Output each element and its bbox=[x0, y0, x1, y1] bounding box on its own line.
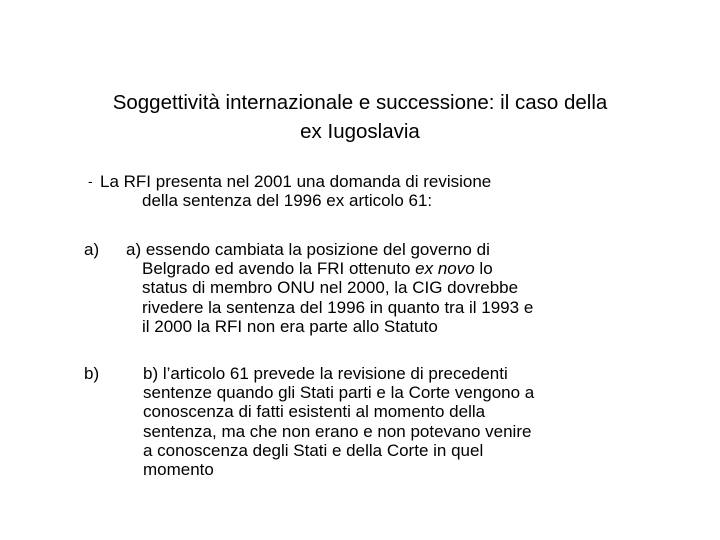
list-item-b bbox=[143, 364, 534, 479]
list-item-a bbox=[126, 240, 533, 336]
title-line-2: ex Iugoslavia bbox=[300, 120, 420, 143]
italic-term: ex novo bbox=[415, 259, 475, 279]
intro-line-2: della sentenza del 1996 ex articolo 61: bbox=[142, 191, 433, 211]
item-a-line-1: a) essendo cambiata la posizione del governo di bbox=[126, 240, 490, 259]
item-b-line-5: a conoscenza degli Stati e della Corte in quel bbox=[143, 440, 484, 460]
item-b-line-1: b) l’articolo 61 prevede la revisione di precedenti bbox=[143, 364, 508, 383]
list-marker-b: b) bbox=[84, 364, 100, 383]
item-a-line-4: rivedere la sentenza del 1996 in quanto tra il 1993 e bbox=[142, 297, 534, 317]
item-b-line-2: sentenze quando gli Stati parti e la Corte vengono a bbox=[143, 383, 535, 403]
title-line-1: Soggettività internazionale e successione: il caso della bbox=[112, 91, 608, 114]
item-b-line-4: sentenza, ma che non erano e non potevano venire bbox=[143, 421, 532, 441]
intro-line-1: La RFI presenta nel 2001 una domanda di revisione bbox=[100, 172, 492, 191]
item-a-line-2-start: Belgrado ed avendo la FRI ottenuto bbox=[142, 259, 416, 279]
item-b-line-3: conoscenza di fatti esistenti al momento della bbox=[143, 402, 486, 422]
intro-paragraph bbox=[100, 172, 491, 210]
item-a-line-2 bbox=[126, 259, 533, 278]
list-marker-a: a) bbox=[84, 240, 100, 259]
item-a-line-2-end: lo bbox=[474, 259, 493, 279]
slide-title bbox=[40, 88, 680, 146]
item-a-line-3: status di membro ONU nel 2000, la CIG dovrebbe bbox=[142, 278, 519, 298]
item-b-line-6: momento bbox=[143, 460, 214, 480]
bullet-dash: - bbox=[88, 173, 93, 189]
item-a-line-5: il 2000 la RFI non era parte allo Statuto bbox=[142, 316, 438, 336]
